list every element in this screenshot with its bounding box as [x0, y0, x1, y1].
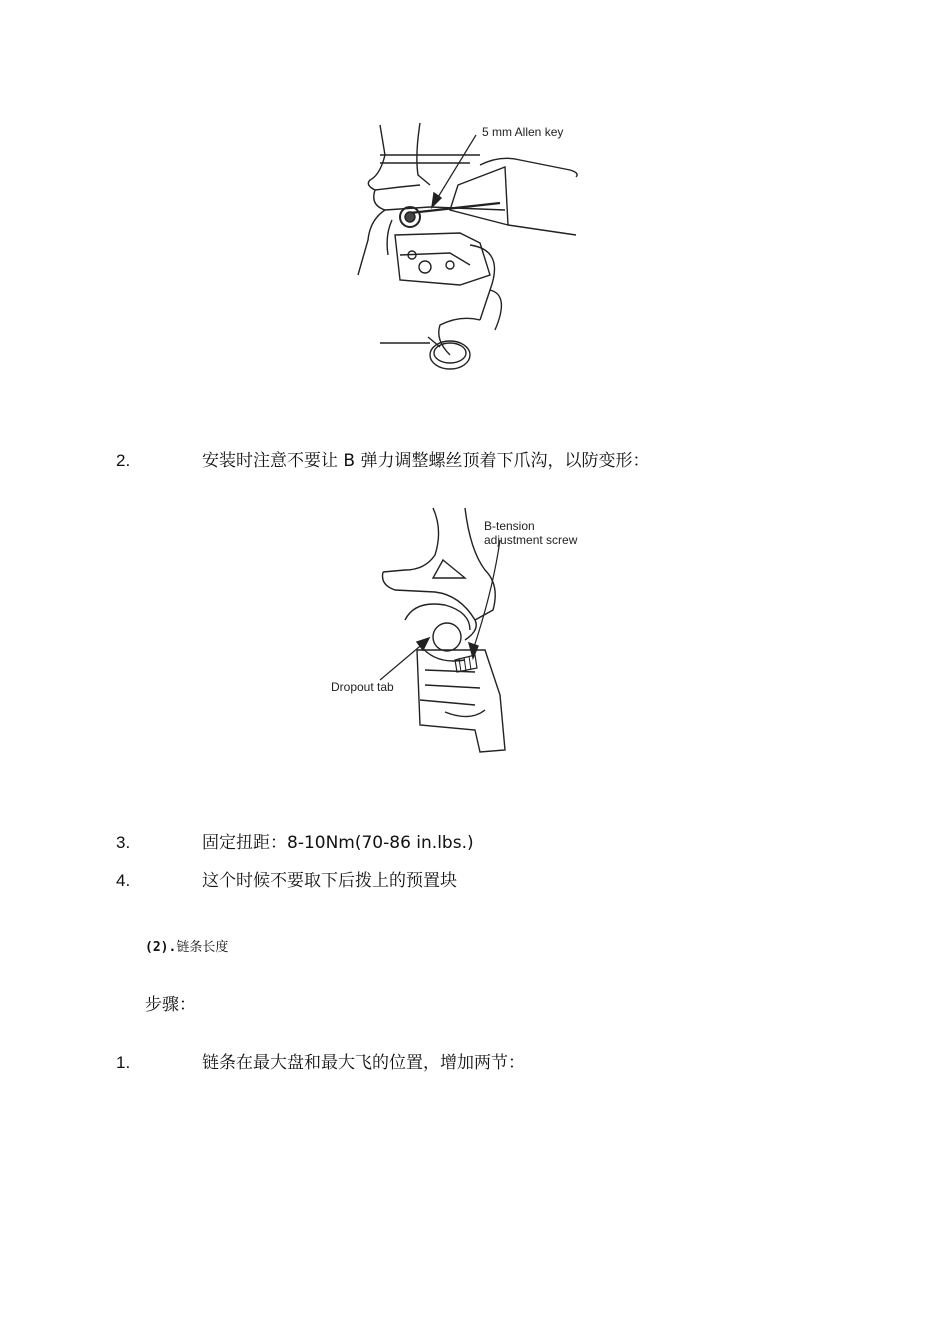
steps-label: 步骤： — [145, 995, 196, 1015]
figure-allen-key — [340, 115, 600, 380]
step-number: 1. — [116, 1053, 131, 1072]
step-number: 2. — [116, 451, 131, 470]
label-allen-key: 5 mm Allen key — [482, 125, 564, 139]
step-number: 3. — [116, 833, 131, 852]
step-text: 固定扭距：8-10Nm(70-86 in.lbs.) — [202, 833, 474, 853]
step-text: 链条在最大盘和最大飞的位置，增加两节： — [202, 1053, 525, 1073]
label-b-tension-line1: B-tension — [484, 519, 535, 533]
section-title: 链条长度 — [176, 940, 229, 955]
step-text: 安装时注意不要让 B 弹力调整螺丝顶着下爪沟，以防变形： — [202, 451, 650, 471]
figure-b-tension — [325, 500, 595, 760]
derailleur-allen-key-illustration — [340, 115, 600, 380]
step-number: 4. — [116, 871, 131, 890]
section-heading — [145, 936, 228, 955]
label-b-tension-line2: adjustment screw — [484, 533, 578, 547]
label-dropout-tab: Dropout tab — [331, 680, 394, 694]
section-prefix: (2). — [145, 940, 177, 955]
step-text: 这个时候不要取下后拨上的预置块 — [202, 871, 457, 891]
